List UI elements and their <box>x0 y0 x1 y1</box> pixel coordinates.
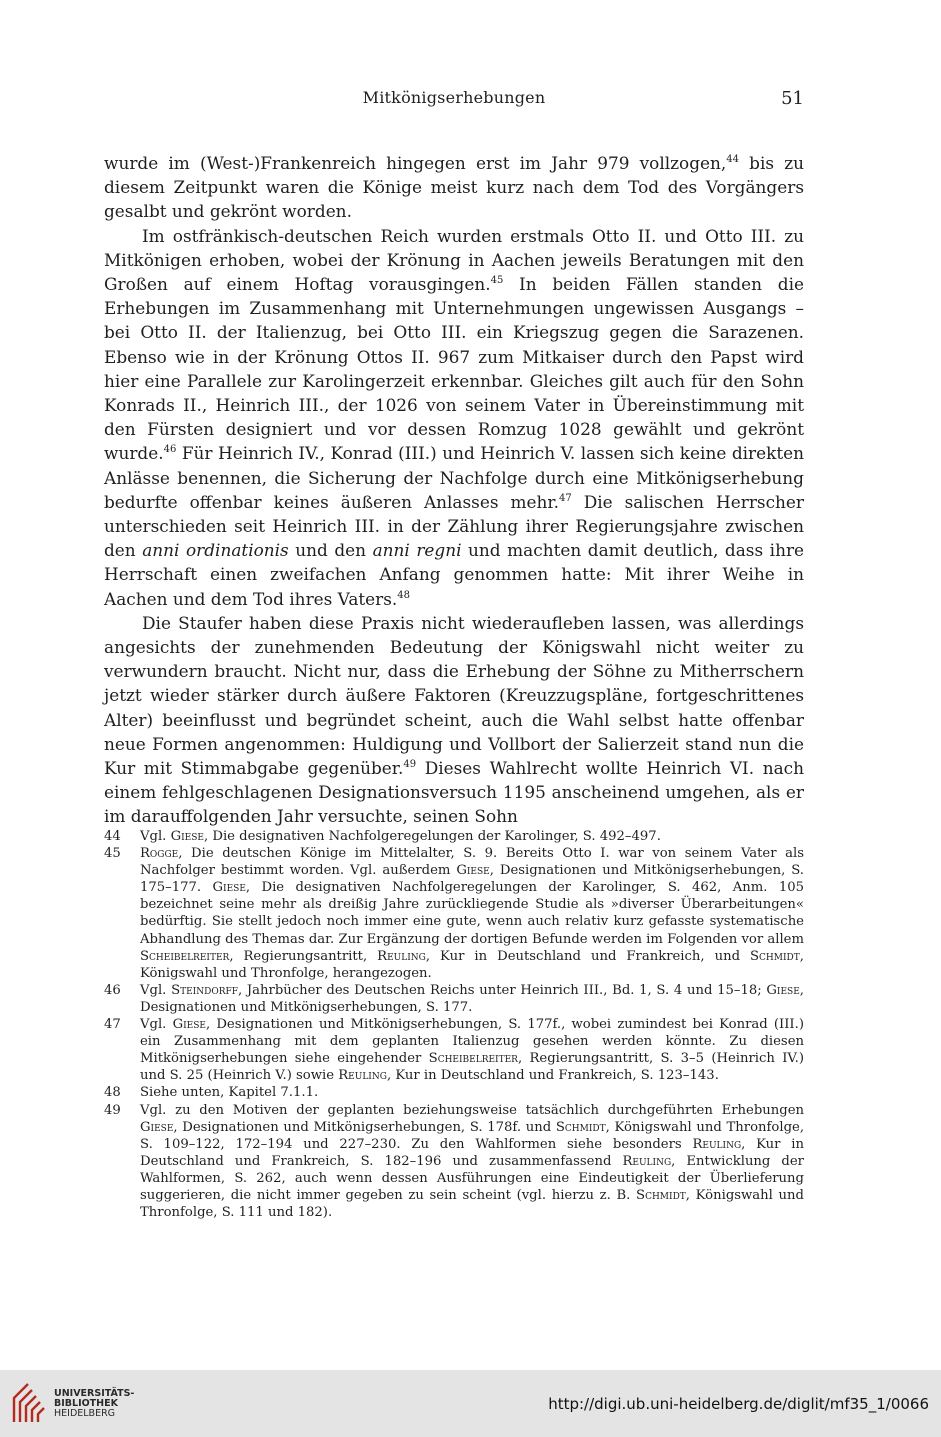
paragraph: Im ostfränkisch-deutschen Reich wurden erstmals Otto II. und Otto III. zu Mitkönigen erhoben, wobei der Krönung in Aachen jeweils Beratungen mit den Großen auf einem Hoftag vorausgingen.$^{45}$ In beiden Fällen standen die Erhebungen im Zusammenhang mit Unternehmungen ungewissen Ausgangs – bei Otto II. der Italienzug, bei Otto III. ein Kriegszug gegen die Sarazenen. Ebenso wie in der Krönung Ottos II. 967 zum Mitkaiser durch den Papst wird hier eine Parallele zur Karolingerzeit erkennbar. Gleiches gilt auch für den Sohn Konrads II., Heinrich III., der 1026 von seinem Vater in Übereinstimmung mit den Fürsten designiert und vor dessen Romzug 1028 gewählt und gekrönt wurde.$^{46}$ Für Heinrich IV., Konrad (III.) und Heinrich V. lassen sich keine direkten Anlässe benennen, die Sicherung der Nachfolge durch eine Mitkönigserhebung bedurfte offenbar keines äußeren Anlasses mehr.$^{47}$ Die salischen Herrscher unterschieden seit Heinrich III. in der Zählung ihrer Regierungsjahre zwischen den anni ordinationis und den anni regni und machten damit deutlich, dass ihre Herrschaft einen zweifachen Anfang genommen hatte: Mit ihrer Weihe in Aachen und dem Tod ihres Vaters.$^{48}$ <box>104 225 805 609</box>
author-name: Giese <box>212 880 246 896</box>
author-name: Reuling <box>377 948 426 964</box>
author-name: Reuling <box>338 1068 387 1084</box>
italic-term: anni regni <box>372 540 462 561</box>
author-name: Reuling <box>692 1136 742 1152</box>
author-name: Giese <box>766 982 800 998</box>
source-url[interactable]: http://digi.ub.uni-heidelberg.de/diglit/mf35_1/0066 <box>548 1395 929 1413</box>
author-name: Schmidt <box>636 1187 686 1203</box>
paragraph: wurde im (West-)Frankenreich hingegen erst im Jahr 979 vollzogen,$^{44}$ bis zu diesem Zeitpunkt waren die Könige meist kurz nach dem Tod des Vorgängers gesalbt und gekrönt worden. <box>104 153 805 222</box>
footnote-number: 47 <box>104 1017 121 1033</box>
footnote-number: 49 <box>104 1102 121 1118</box>
footnotes <box>104 828 804 1221</box>
footnote-ref[interactable]: 44 <box>726 154 739 165</box>
body-text <box>104 151 804 829</box>
footnote: 48 Siehe unten, Kapitel 7.1.1. <box>104 1085 319 1101</box>
author-name: Scheibelreiter <box>140 948 230 964</box>
author-name: Reuling <box>622 1153 672 1169</box>
author-name: Scheibelreiter <box>428 1051 518 1067</box>
author-name: Giese <box>140 1119 174 1135</box>
footnote-ref[interactable]: 49 <box>403 759 417 771</box>
library-logo-icon <box>10 1380 50 1426</box>
footnote-number: 44 <box>104 829 121 844</box>
footnote-ref[interactable]: 47 <box>558 492 572 504</box>
footnote-number: 46 <box>104 982 121 998</box>
italic-term: anni ordinationis <box>142 540 289 561</box>
author-name: Schmidt <box>750 948 800 964</box>
footnote-number: 48 <box>104 1085 121 1101</box>
footnote: 45 Rogge, Die deutschen Könige im Mittelalter, S. 9. Bereits Otto I. war von seinem Vater als Nachfolger bestimmt worden. Vgl. außerdem Giese, Designationen und Mitkönigserhebungen, S. 175–177. Giese, Die designativen Nachfolgeregelungen der Karolinger, S. 462, Anm. 105 bezeichnet seine mehr als dreißig Jahre zurückliegende Studie als »diverser Überarbeitungen« bedürftig. Sie stellt jedoch noch immer eine gute, wenn auch relativ kurz gefasste systematische Abhandlung des Themas dar. Zur Ergänzung der dortigen Befunde werden im Folgenden vor allem Scheibelreiter, Regierungsantritt, Reuling, Kur in Deutschland und Frankreich, und Schmidt, Königswahl und Thronfolge, herangezogen. <box>104 846 804 981</box>
page-number: 51 <box>781 88 804 109</box>
author-name: Schmidt <box>555 1119 606 1135</box>
footnote: 46 Vgl. Steindorff, Jahrbücher des Deutschen Reichs unter Heinrich III., Bd. 1, S. 4 und 15–18; Giese, Designationen und Mitkönigserhebungen, S. 177. <box>104 982 804 1015</box>
library-logo[interactable] <box>10 1380 150 1426</box>
footnote: 49 Vgl. zu den Motiven der geplanten beziehungsweise tatsächlich durchgeführten Erhebungen Giese, Designationen und Mitkönigserhebungen, S. 178f. und Schmidt, Königswahl und Thronfolge, S. 109–122, 172–194 und 227–230. Zu den Wahlformen siehe besonders Reuling, Kur in Deutschland und Frankreich, S. 182–196 und zusammenfassend Reuling, Entwicklung der Wahlformen, S. 262, auch wenn dessen Ausführungen eine Eindeutigkeit der Überlieferung suggerieren, die nicht immer gegeben zu sein scheint (vgl. hierzu z. B. Schmidt, Königswahl und Thronfolge, S. 111 und 182). <box>104 1102 805 1221</box>
library-logo-text: UNIVERSITÄTS- BIBLIOTHEK HEIDELBERG <box>54 1388 135 1419</box>
author-name: Giese <box>170 829 204 844</box>
footnote-ref[interactable]: 46 <box>163 444 177 456</box>
paragraph: Die Staufer haben diese Praxis nicht wiederaufleben lassen, was allerdings angesichts der zunehmenden Bedeutung der Königswahl nicht weiter zu verwundern braucht. Nicht nur, dass die Erhebung der Söhne zu Mitherrschern jetzt wieder stärker durch äußere Faktoren (Kreuzzugspläne, fortgeschrittenes Alter) beeinflusst und begründet scheint, auch die Wahl selbst hatte offenbar neue Formen angenommen: Huldigung und Vollbort der Salierzeit stand nun die Kur mit Stimmabgabe gegenüber.$^{49}$ Dieses Wahlrecht wollte Heinrich VI. nach einem fehlgeschlagenen Designationsversuch 1195 anscheinend umgehen, als er im darauffolgenden Jahr versuchte, seinen Sohn <box>104 612 804 827</box>
footnote-ref[interactable]: 45 <box>490 275 504 287</box>
running-title: Mitkönigserhebungen <box>362 88 546 107</box>
running-head <box>104 88 804 112</box>
author-name: Rogge <box>140 846 179 862</box>
footnote: 44 Vgl. Giese, Die designativen Nachfolgeregelungen der Karolinger, S. 492–497. <box>104 829 661 844</box>
author-name: Giese <box>456 863 490 879</box>
footnote-ref[interactable]: 48 <box>397 589 411 601</box>
author-name: Steindorff <box>171 982 238 998</box>
footnote: 47 Vgl. Giese, Designationen und Mitkönigserhebungen, S. 177f., wobei zumindest bei Konrad (III.) ein Zusammenhang mit dem geplanten Italienzug gesehen werden könnte. Zu diesen Mitkönigserhebungen siehe eingehender Scheibelreiter, Regierungsantritt, S. 3–5 (Heinrich IV.) und S. 25 (Heinrich V.) sowie Reuling, Kur in Deutschland und Frankreich, S. 123–143. <box>104 1017 804 1084</box>
footer-band <box>0 1370 941 1437</box>
author-name: Giese <box>172 1017 206 1033</box>
footnote-number: 45 <box>104 846 121 862</box>
